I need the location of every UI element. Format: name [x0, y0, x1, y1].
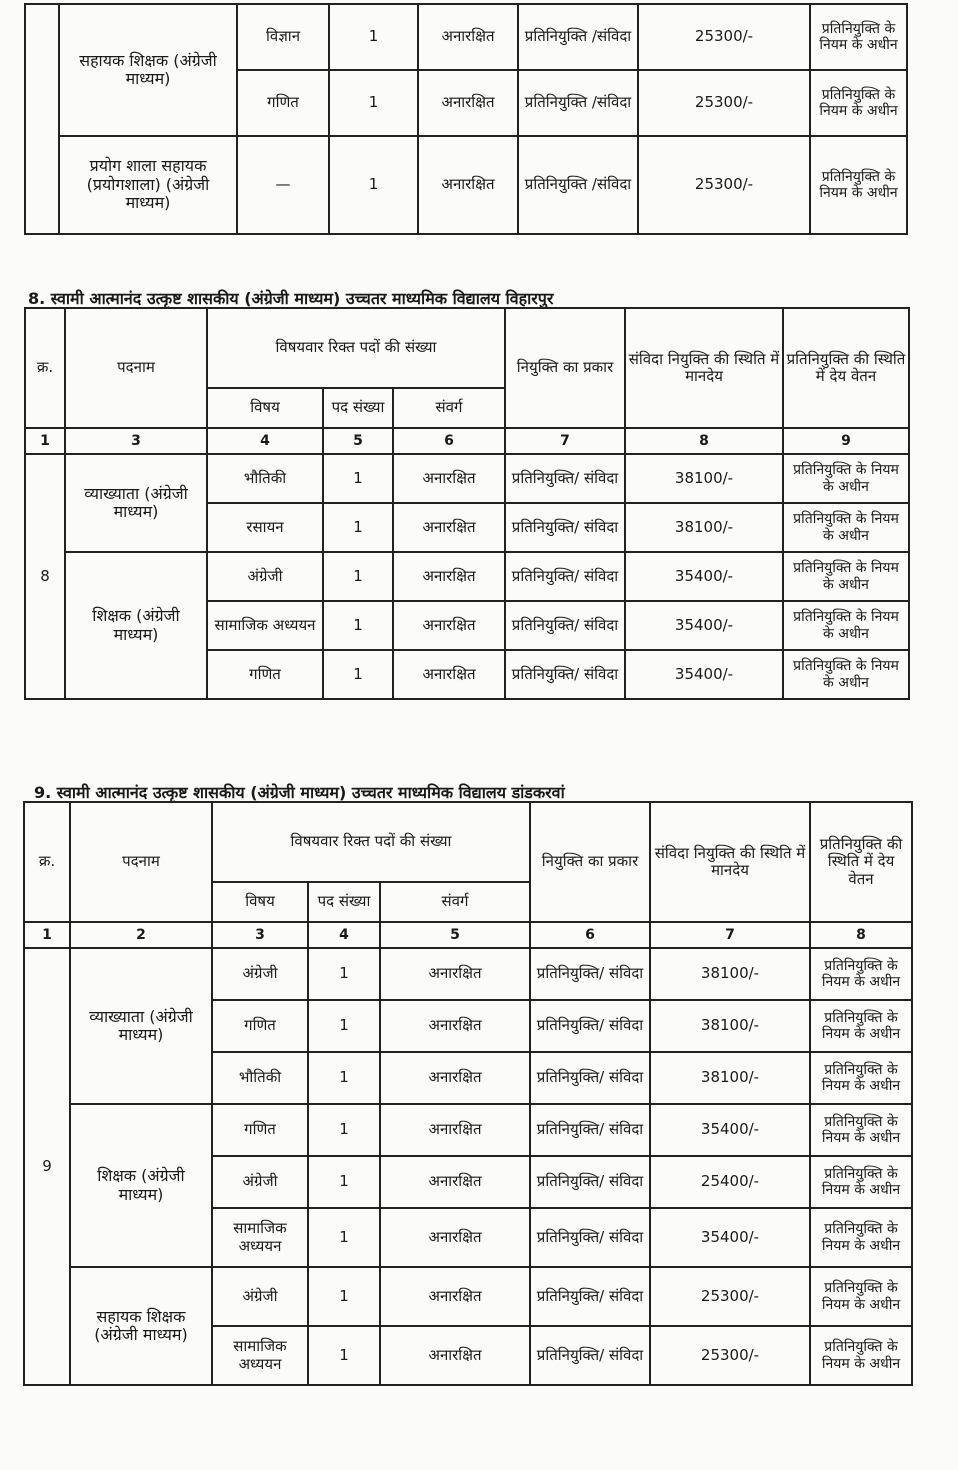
section-9-title: 9. स्वामी आत्मानंद उत्कृष्ट शासकीय (अंग्रेजी माध्यम) उच्चतर माध्यमिक विद्यालय डांडकरवां	[34, 783, 565, 802]
column-number: 8	[810, 922, 912, 948]
appointment-type-cell: प्रतिनियुक्ति/ संविदा	[530, 1000, 650, 1052]
header-row	[25, 308, 909, 388]
category-cell: अनारक्षित	[418, 70, 518, 136]
pay-cell: 35400/-	[625, 650, 783, 699]
count-cell: 1	[308, 948, 380, 1000]
deputation-cell: प्रतिनियुक्ति के नियम के अधीन	[810, 1208, 912, 1267]
deputation-cell: प्रतिनियुक्ति के नियम के अधीन	[783, 650, 909, 699]
column-number: 7	[505, 428, 625, 454]
category-cell: अनारक्षित	[380, 1000, 530, 1052]
count-cell: 1	[323, 601, 393, 650]
count-cell: 1	[308, 1052, 380, 1104]
subject-cell: गणित	[207, 650, 323, 699]
column-number: 1	[24, 922, 70, 948]
pay-cell: 25300/-	[650, 1326, 810, 1385]
pay-cell: 35400/-	[650, 1208, 810, 1267]
subject-cell: अंग्रेजी	[212, 1267, 308, 1326]
category-cell: अनारक्षित	[393, 503, 505, 552]
post-name: सहायक शिक्षक (अंग्रेजी माध्यम)	[70, 1267, 212, 1385]
deputation-cell: प्रतिनियुक्ति के नियम के अधीन	[810, 1267, 912, 1326]
count-cell: 1	[308, 1000, 380, 1052]
pay-cell: 35400/-	[650, 1104, 810, 1156]
sr-cell: 8	[25, 454, 65, 699]
pay-cell: 38100/-	[650, 948, 810, 1000]
deputation-cell: प्रतिनियुक्ति के नियम के अधीन	[810, 948, 912, 1000]
deputation-cell: प्रतिनियुक्ति के नियम के अधीन	[810, 136, 907, 234]
appointment-type-cell: प्रतिनियुक्ति/ संविदा	[505, 454, 625, 503]
subject-header: विषय	[207, 388, 323, 428]
deputation-cell: प्रतिनियुक्ति के नियम के अधीन	[810, 1104, 912, 1156]
category-cell: अनारक्षित	[380, 948, 530, 1000]
count-cell: 1	[308, 1267, 380, 1326]
column-number-row	[24, 922, 912, 948]
type-header: नियुक्ति का प्रकार	[505, 308, 625, 428]
table-row	[25, 4, 907, 70]
pay-cell: 25300/-	[650, 1267, 810, 1326]
appointment-type-cell: प्रतिनियुक्ति/ संविदा	[505, 650, 625, 699]
appointment-type-cell: प्रतिनियुक्ति/ संविदा	[530, 1267, 650, 1326]
count-cell: 1	[308, 1208, 380, 1267]
pay-cell: 38100/-	[650, 1052, 810, 1104]
appointment-type-cell: प्रतिनियुक्ति/ संविदा	[505, 552, 625, 601]
category-cell: अनारक्षित	[380, 1156, 530, 1208]
column-number: 4	[207, 428, 323, 454]
count-cell: 1	[308, 1104, 380, 1156]
deputation-cell: प्रतिनियुक्ति के नियम के अधीन	[810, 4, 907, 70]
sr-cell: 9	[24, 948, 70, 1385]
category-cell: अनारक्षित	[393, 650, 505, 699]
contract-pay-header: संविदा नियुक्ति की स्थिति में मानदेय	[650, 802, 810, 922]
deputation-cell: प्रतिनियुक्ति के नियम के अधीन	[810, 1156, 912, 1208]
category-cell: अनारक्षित	[393, 601, 505, 650]
deputation-cell: प्रतिनियुक्ति के नियम के अधीन	[810, 1052, 912, 1104]
table-row	[25, 454, 909, 503]
post-name: शिक्षक (अंग्रेजी माध्यम)	[65, 552, 207, 699]
subject-cell: —	[237, 136, 329, 234]
category-cell: अनारक्षित	[393, 552, 505, 601]
subject-cell: रसायन	[207, 503, 323, 552]
sr-cell	[25, 4, 59, 234]
deputation-pay-header: प्रतिनियुक्ति की स्थिति में देय वेतन	[783, 308, 909, 428]
category-header: संवर्ग	[393, 388, 505, 428]
table-row	[24, 948, 912, 1000]
subject-cell: सामाजिक अध्ययन	[212, 1208, 308, 1267]
subject-cell: गणित	[212, 1000, 308, 1052]
category-cell: अनारक्षित	[418, 4, 518, 70]
category-cell: अनारक्षित	[380, 1267, 530, 1326]
pay-cell: 25400/-	[650, 1156, 810, 1208]
pay-cell: 38100/-	[625, 503, 783, 552]
table-row	[25, 136, 907, 234]
column-number-row	[25, 428, 909, 454]
deputation-cell: प्रतिनियुक्ति के नियम के अधीन	[783, 503, 909, 552]
count-cell: 1	[329, 70, 418, 136]
subject-cell: सामाजिक अध्ययन	[212, 1326, 308, 1385]
column-number: 6	[393, 428, 505, 454]
pay-cell: 35400/-	[625, 552, 783, 601]
appointment-type-cell: प्रतिनियुक्ति/ संविदा	[530, 1052, 650, 1104]
subject-cell: अंग्रेजी	[207, 552, 323, 601]
pay-cell: 25300/-	[638, 70, 810, 136]
pay-cell: 25300/-	[638, 4, 810, 70]
deputation-cell: प्रतिनियुक्ति के नियम के अधीन	[810, 1326, 912, 1385]
appointment-type-cell: प्रतिनियुक्ति/ संविदा	[505, 601, 625, 650]
subject-cell: विज्ञान	[237, 4, 329, 70]
deputation-cell: प्रतिनियुक्ति के नियम के अधीन	[783, 601, 909, 650]
subject-cell: गणित	[237, 70, 329, 136]
count-header: पद संख्या	[308, 882, 380, 922]
appointment-type-cell: प्रतिनियुक्ति/ संविदा	[505, 503, 625, 552]
sr-header: क्र.	[24, 802, 70, 922]
column-number: 6	[530, 922, 650, 948]
appointment-type-cell: प्रतिनियुक्ति /संविदा	[518, 70, 638, 136]
pay-cell: 35400/-	[625, 601, 783, 650]
category-cell: अनारक्षित	[393, 454, 505, 503]
column-number: 5	[323, 428, 393, 454]
appointment-type-cell: प्रतिनियुक्ति /संविदा	[518, 4, 638, 70]
column-number: 3	[65, 428, 207, 454]
deputation-cell: प्रतिनियुक्ति के नियम के अधीन	[783, 552, 909, 601]
count-cell: 1	[323, 552, 393, 601]
column-number: 9	[783, 428, 909, 454]
category-cell: अनारक्षित	[418, 136, 518, 234]
category-cell: अनारक्षित	[380, 1326, 530, 1385]
category-cell: अनारक्षित	[380, 1208, 530, 1267]
appointment-type-cell: प्रतिनियुक्ति/ संविदा	[530, 1156, 650, 1208]
category-cell: अनारक्षित	[380, 1104, 530, 1156]
column-number: 1	[25, 428, 65, 454]
table-row	[25, 552, 909, 601]
subject-cell: अंग्रेजी	[212, 1156, 308, 1208]
subject-cell: भौतिकी	[212, 1052, 308, 1104]
count-cell: 1	[308, 1326, 380, 1385]
appointment-type-cell: प्रतिनियुक्ति/ संविदा	[530, 1326, 650, 1385]
vacancies-header: विषयवार रिक्त पदों की संख्या	[212, 802, 530, 882]
column-number: 4	[308, 922, 380, 948]
type-header: नियुक्ति का प्रकार	[530, 802, 650, 922]
count-cell: 1	[323, 454, 393, 503]
deputation-cell: प्रतिनियुक्ति के नियम के अधीन	[810, 70, 907, 136]
pay-cell: 38100/-	[625, 454, 783, 503]
category-header: संवर्ग	[380, 882, 530, 922]
column-number: 3	[212, 922, 308, 948]
post-name: सहायक शिक्षक (अंग्रेजी माध्यम)	[59, 4, 237, 136]
count-cell: 1	[323, 650, 393, 699]
deputation-cell: प्रतिनियुक्ति के नियम के अधीन	[810, 1000, 912, 1052]
subject-cell: भौतिकी	[207, 454, 323, 503]
section-8-title: 8. स्वामी आत्मानंद उत्कृष्ट शासकीय (अंग्रेजी माध्यम) उच्चतर माध्यमिक विद्यालय विहारपुर	[28, 289, 554, 308]
appointment-type-cell: प्रतिनियुक्ति/ संविदा	[530, 948, 650, 1000]
pay-cell: 38100/-	[650, 1000, 810, 1052]
deputation-pay-header: प्रतिनियुक्ति की स्थिति में देय वेतन	[810, 802, 912, 922]
column-number: 2	[70, 922, 212, 948]
subject-header: विषय	[212, 882, 308, 922]
table-row	[24, 1267, 912, 1326]
post-name: शिक्षक (अंग्रेजी माध्यम)	[70, 1104, 212, 1267]
sr-header: क्र.	[25, 308, 65, 428]
count-cell: 1	[329, 136, 418, 234]
vacancies-header: विषयवार रिक्त पदों की संख्या	[207, 308, 505, 388]
count-cell: 1	[308, 1156, 380, 1208]
table-row	[24, 1104, 912, 1156]
count-cell: 1	[329, 4, 418, 70]
appointment-type-cell: प्रतिनियुक्ति/ संविदा	[530, 1208, 650, 1267]
count-header: पद संख्या	[323, 388, 393, 428]
post-header: पदनाम	[65, 308, 207, 428]
post-name: व्याख्याता (अंग्रेजी माध्यम)	[65, 454, 207, 552]
vacancy-table-section-8	[24, 307, 910, 700]
subject-cell: गणित	[212, 1104, 308, 1156]
vacancy-table-section-9	[23, 801, 913, 1386]
appointment-type-cell: प्रतिनियुक्ति/ संविदा	[530, 1104, 650, 1156]
count-cell: 1	[323, 503, 393, 552]
deputation-cell: प्रतिनियुक्ति के नियम के अधीन	[783, 454, 909, 503]
subject-cell: अंग्रेजी	[212, 948, 308, 1000]
post-name: प्रयोग शाला सहायक (प्रयोगशाला) (अंग्रेजी माध्यम)	[59, 136, 237, 234]
vacancy-table-continued	[24, 3, 908, 235]
category-cell: अनारक्षित	[380, 1052, 530, 1104]
column-number: 7	[650, 922, 810, 948]
column-number: 5	[380, 922, 530, 948]
appointment-type-cell: प्रतिनियुक्ति /संविदा	[518, 136, 638, 234]
post-name: व्याख्याता (अंग्रेजी माध्यम)	[70, 948, 212, 1104]
contract-pay-header: संविदा नियुक्ति की स्थिति में मानदेय	[625, 308, 783, 428]
subject-cell: सामाजिक अध्ययन	[207, 601, 323, 650]
pay-cell: 25300/-	[638, 136, 810, 234]
header-row	[24, 802, 912, 882]
column-number: 8	[625, 428, 783, 454]
post-header: पदनाम	[70, 802, 212, 922]
